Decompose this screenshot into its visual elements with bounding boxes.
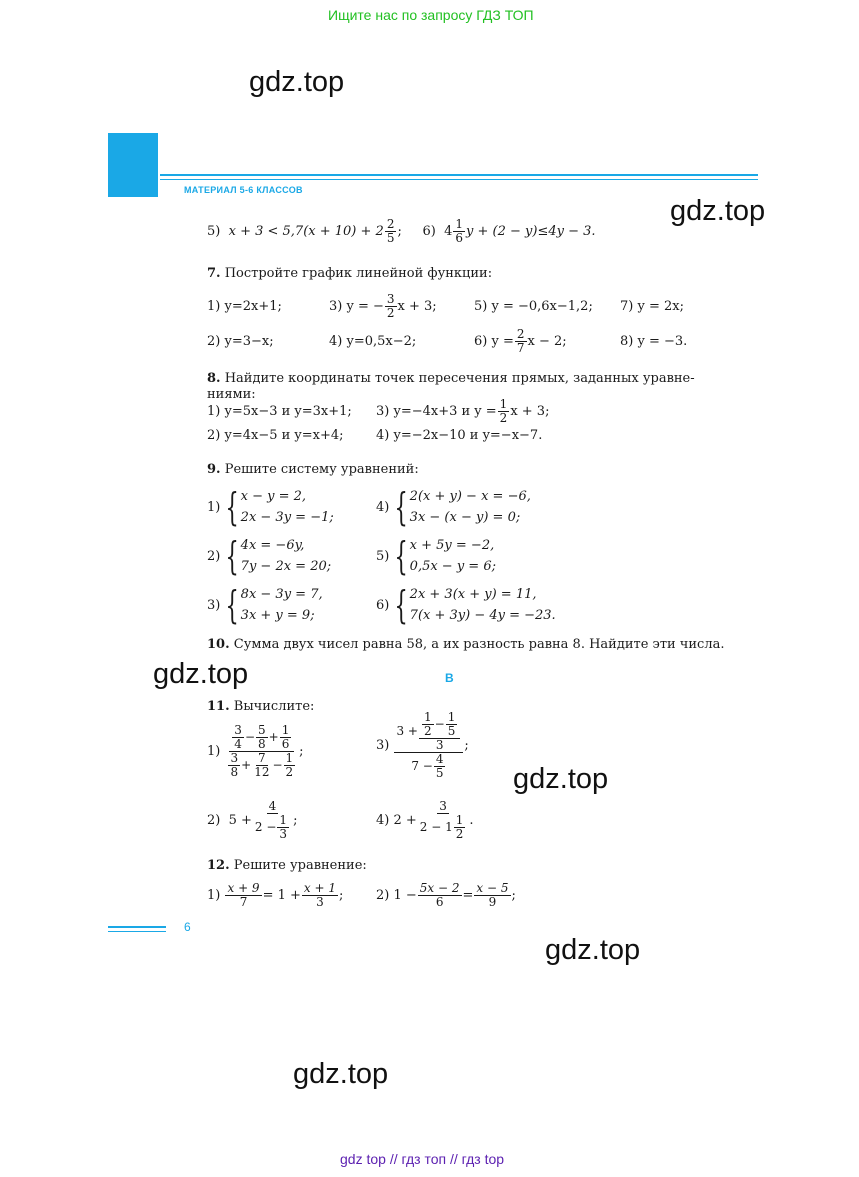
watermark: gdz.top [293,1058,389,1090]
bottom-link-1[interactable]: gdz top [340,1151,386,1167]
task-9-system-5: 5) { x + 5y = −2, 0,5x − y = 6; [376,534,496,578]
task-9-system-3: 3) { 8x − 3y = 7, 3x + y = 9; [207,583,323,627]
top-search-link[interactable]: Ищите нас по запросу ГДЗ ТОП [328,7,534,23]
task-9-system-1: 1) { x − y = 2, 2x − 3y = −1; [207,485,334,529]
task-8-heading: 8. Найдите координаты точек пересечения прямых, заданных уравне- [207,371,695,386]
page-number: 6 [184,920,191,934]
task-8-item-1: 1) y=5x−3 и y=3x+1; [207,404,352,419]
task-9-system-2: 2) { 4x = −6y, 7y − 2x = 20; [207,534,332,578]
task-7-item-8: 8) y = −3. [620,334,688,349]
task-10: 10. Сумма двух чисел равна 58, а их разность равна 8. Найдите эти числа. [207,637,725,652]
header-rule-thin [160,179,758,180]
task-12-equation-2: 2) 1 − $\frac{5x - 2}{6}$ = $\frac{x - 5}{9}$ ; [376,881,516,909]
task-7-item-2: 2) y=3−x; [207,334,274,349]
footer-rule [108,926,166,928]
task-11-expr-3: 3) 3 + $\frac{1}{2}$ − $\frac{1}{5}$ 3 7 − $\frac{4}{5}$ ; [376,710,469,780]
task-9-system-4: 4) { 2(x + y) − x = −6, 3x − (x − y) = 0; [376,485,531,529]
task-7-item-7: 7) y = 2x; [620,299,684,314]
bottom-link-2[interactable]: гдз топ [401,1151,447,1167]
header-label: МАТЕРИАЛ 5-6 КЛАССОВ [184,185,303,195]
header-rule [160,174,758,176]
task-12-equation-1: 1) $\frac{x + 9}{7}$ = 1 + $\frac{x + 1}{3}$ ; [207,881,344,909]
task-7-item-4: 4) y=0,5x−2; [329,334,417,349]
section-letter: B [445,671,454,685]
task-11-expr-2: 2) 5 + 4 2 − $\frac{1}{3}$ ; [207,799,298,841]
task-7-item-5: 5) y = −0,6x−1,2; [474,299,593,314]
task-11-expr-4: 4) 2 + 3 2 − 1 $\frac{1}{2}$ . [376,799,474,841]
task-7-item-3: 3) y = − $\frac{3}{2}$ x + 3; [329,292,437,320]
task-7-heading: 7. Постройте график линейной функции: [207,266,493,281]
watermark: gdz.top [670,195,766,227]
watermark: gdz.top [249,66,345,98]
footer-rule-thin [108,931,166,932]
task-11-heading: 11. Вычислите: [207,699,315,714]
task-8-item-2: 2) y=4x−5 и y=x+4; [207,428,344,443]
exercise-line-5-6: 5) x + 3 < 5,7(x + 10) + 2 $\frac{2}{5}$ ; 6) 4 $\frac{1}{6}$ y + (2 − y)≤4y − 3. [207,217,596,245]
bottom-link-3[interactable]: гдз top [461,1151,505,1167]
task-7-item-6: 6) y = $\frac{2}{7}$ x − 2; [474,327,567,355]
task-11-expr-1: 1) $\frac{3}{4}$ − $\frac{5}{8}$ + $\frac{1}{6}$ $\frac{3}{8}$ + $\frac{7}{12}$ − $\frac{1}{2}$ ; [207,723,304,779]
task-12-heading: 12. Решите уравнение: [207,858,367,873]
watermark: gdz.top [153,658,249,690]
bottom-links: gdz top // гдз топ // гдз top [340,1151,505,1167]
task-8-item-4: 4) y=−2x−10 и y=−x−7. [376,428,543,443]
watermark: gdz.top [545,934,641,966]
task-9-system-6: 6) { 2x + 3(x + y) = 11, 7(x + 3y) − 4y = −23. [376,583,556,627]
task-9-heading: 9. Решите систему уравнений: [207,462,419,477]
task-8-heading-cont: ниями: [207,387,256,402]
task-8-item-3: 3) y=−4x+3 и y = $\frac{1}{2}$ x + 3; [376,397,550,425]
header-color-block [108,133,158,197]
task-7-item-1: 1) y=2x+1; [207,299,282,314]
watermark: gdz.top [513,763,609,795]
